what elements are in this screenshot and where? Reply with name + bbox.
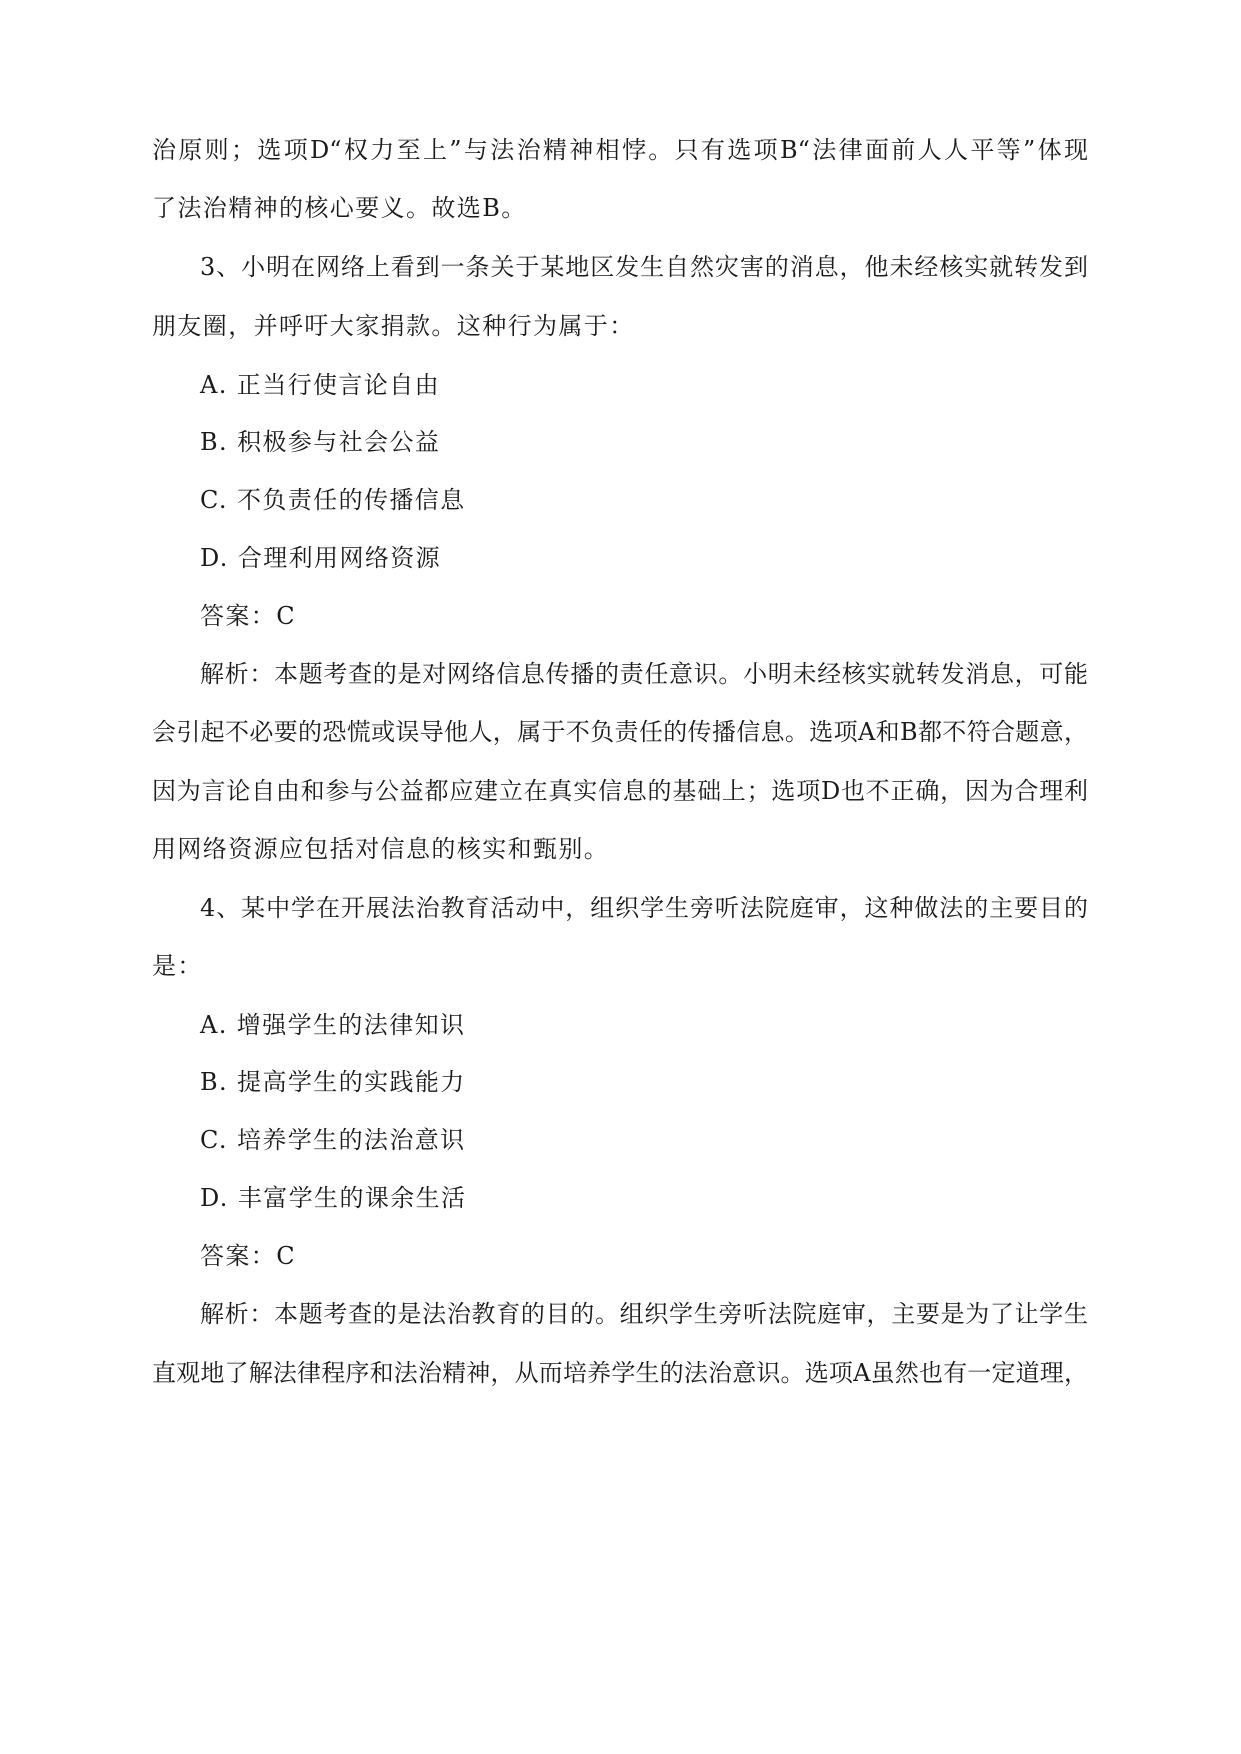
q4-stem-line-1: 4、某中学在开展法治教育活动中，组织学生旁听法院庭审，这种做法的主要目的: [200, 894, 1088, 922]
q3-analysis-line-1: 解析：本题考查的是对网络信息传播的责任意识。小明未经核实就转发消息，可能: [200, 660, 1088, 688]
q2-analysis-line-1: 治原则；选项D“权力至上”与法治精神相悖。只有选项B“法律面前人人平等”体现: [152, 136, 1088, 164]
q3-analysis-line-3: 因为言论自由和参与公益都应建立在真实信息的基础上；选项D也不正确，因为合理利: [152, 777, 1088, 805]
q4-option-b: B. 提高学生的实践能力: [200, 1068, 466, 1096]
q2-analysis-line-2: 了法治精神的核心要义。故选B。: [152, 194, 527, 222]
q3-stem-line-1: 3、小明在网络上看到一条关于某地区发生自然灾害的消息，他未经核实就转发到: [200, 253, 1088, 281]
q3-option-b: B. 积极参与社会公益: [200, 428, 441, 456]
q4-option-c: C. 培养学生的法治意识: [200, 1126, 466, 1154]
q4-option-a: A. 增强学生的法律知识: [200, 1011, 466, 1039]
q3-option-a: A. 正当行使言论自由: [200, 371, 440, 399]
q3-analysis-line-2: 会引起不必要的恐慌或误导他人，属于不负责任的传播信息。选项A和B都不符合题意，: [152, 718, 1088, 746]
q4-answer: 答案：C: [200, 1242, 296, 1270]
q3-option-c: C. 不负责任的传播信息: [200, 486, 466, 514]
q3-option-d: D. 合理利用网络资源: [200, 544, 442, 572]
q4-option-d: D. 丰富学生的课余生活: [200, 1184, 467, 1212]
q3-stem-line-2: 朋友圈，并呼吁大家捐款。这种行为属于：: [152, 312, 635, 340]
q4-analysis-line-1: 解析：本题考查的是法治教育的目的。组织学生旁听法院庭审，主要是为了让学生: [200, 1300, 1088, 1328]
q3-answer: 答案：C: [200, 602, 296, 630]
q3-analysis-line-4: 用网络资源应包括对信息的核实和甄别。: [152, 835, 610, 863]
q4-analysis-line-2: 直观地了解法律程序和法治精神，从而培养学生的法治意识。选项A虽然也有一定道理，: [152, 1359, 1088, 1387]
q4-stem-line-2: 是：: [152, 952, 203, 980]
